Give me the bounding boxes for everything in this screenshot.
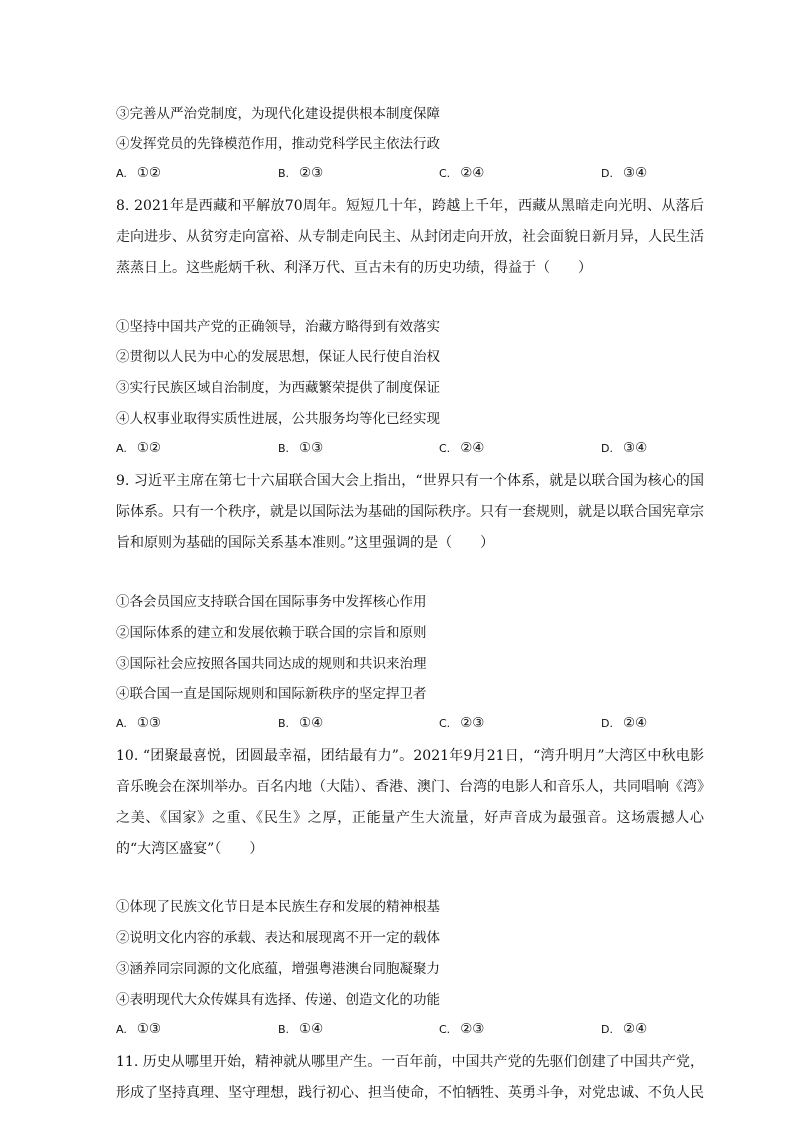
q10-options xyxy=(116,1021,704,1041)
q7-option-d[interactable]: D. ③④ xyxy=(601,165,648,181)
q9-option-a[interactable]: A. ①③ xyxy=(116,715,162,731)
q9-statement-2: ②国际体系的建立和发展依赖于联合国的宗旨和原则 xyxy=(116,625,427,641)
q8-option-a[interactable]: A. ①② xyxy=(116,440,162,456)
q8-option-b[interactable]: B. ①③ xyxy=(278,440,324,456)
q10-statement-1: ①体现了民族文化节日是本民族生存和发展的精神根基 xyxy=(116,899,440,915)
q7-statement-4: ④发挥党员的先锋模范作用，推动党科学民主依法行政 xyxy=(116,136,440,152)
q9-options xyxy=(116,715,704,735)
q8-stem: 8. 2021年是西藏和平解放70周年。短短几十年，跨越上千年，西藏从黑暗走向光明、从落后走向进步、从贫穷走向富裕、从专制走向民主、从封闭走向开放，社会面貌日新月异，人民生活蒸蒸日上。这些彪炳千秋、利泽万代、亘古未有的历史功绩，得益于（ ） xyxy=(116,198,704,276)
q10-stem: 10. “团聚最喜悦，团圆最幸福，团结最有力”。2021年9月21日，“湾升明月”大湾区中秋电影音乐晚会在深圳举办。百名内地（大陆）、香港、澳门、台湾的电影人和音乐人，共同唱响《湾》之美、《国家》之重、《民生》之厚，正能量产生大流量，好声音成为最强音。这场震撼人心的“大湾区盛宴”（ ） xyxy=(116,748,704,857)
q10-statement-4: ④表明现代大众传媒具有选择、传递、创造文化的功能 xyxy=(116,992,440,1008)
q7-option-c[interactable]: C. ②④ xyxy=(439,165,485,181)
q8-options xyxy=(116,440,704,460)
q9-statement-4: ④联合国一直是国际规则和国际新秩序的坚定捍卫者 xyxy=(116,686,427,702)
q9-statement-1: ①各会员国应支持联合国在国际事务中发挥核心作用 xyxy=(116,594,427,610)
q7-options xyxy=(116,165,704,185)
q10-statement-2: ②说明文化内容的承载、表达和展现离不开一定的载体 xyxy=(116,930,440,946)
q8-statement-1: ①坚持中国共产党的正确领导，治藏方略得到有效落实 xyxy=(116,319,440,335)
q8-option-c[interactable]: C. ②④ xyxy=(439,440,485,456)
q9-option-c[interactable]: C. ②③ xyxy=(439,715,485,731)
q7-option-a[interactable]: A. ①② xyxy=(116,165,162,181)
q9-option-b[interactable]: B. ①④ xyxy=(278,715,324,731)
q9-option-d[interactable]: D. ②④ xyxy=(601,715,648,731)
q8-option-d[interactable]: D. ③④ xyxy=(601,440,648,456)
q10-option-c[interactable]: C. ②③ xyxy=(439,1021,485,1037)
q10-option-a[interactable]: A. ①③ xyxy=(116,1021,162,1037)
q10-option-b[interactable]: B. ①④ xyxy=(278,1021,324,1037)
q11-stem: 11. 历史从哪里开始，精神就从哪里产生。一百年前，中国共产党的先驱们创建了中国共产党，形成了坚持真理、坚守理想，践行初心、担当使命，不怕牺牲、英勇斗争，对党忠诚、不负人民 xyxy=(116,1054,704,1101)
q7-option-b[interactable]: B. ②③ xyxy=(278,165,324,181)
q9-stem: 9. 习近平主席在第七十六届联合国大会上指出，“世界只有一个体系，就是以联合国为核心的国际体系。只有一个秩序，就是以国际法为基础的国际秩序。只有一套规则，就是以联合国宪章宗旨和原则为基础的国际关系基本准则。”这里强调的是（ ） xyxy=(116,473,704,551)
q8-statement-2: ②贯彻以人民为中心的发展思想，保证人民行使自治权 xyxy=(116,349,440,365)
q9-statement-3: ③国际社会应按照各国共同达成的规则和共识来治理 xyxy=(116,656,427,672)
q7-statement-3: ③完善从严治党制度，为现代化建设提供根本制度保障 xyxy=(116,106,440,122)
q8-statement-3: ③实行民族区域自治制度，为西藏繁荣提供了制度保证 xyxy=(116,380,440,396)
q8-statement-4: ④人权事业取得实质性进展，公共服务均等化已经实现 xyxy=(116,411,440,427)
q10-statement-3: ③涵养同宗同源的文化底蕴，增强粤港澳台同胞凝聚力 xyxy=(116,961,440,977)
q10-option-d[interactable]: D. ②④ xyxy=(601,1021,648,1037)
